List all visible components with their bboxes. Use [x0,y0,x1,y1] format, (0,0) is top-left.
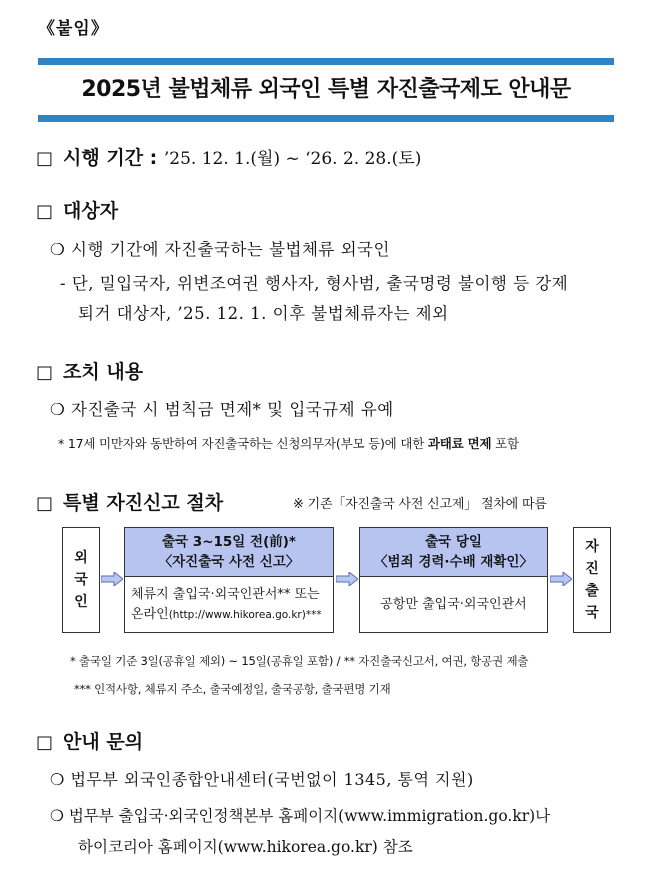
circle-bullet: ❍ [50,240,66,259]
measures-note [58,434,519,452]
step1-header-line2: 〈자진출국 사전 신고〉 [158,554,300,570]
inquiry-item-2-line1: 법무부 출입국·외국인정책본부 홈페이지(www.immigration.go.kr)나 [68,807,551,825]
step1-header [124,527,334,577]
page-title: 2025년 불법체류 외국인 특별 자진출국제도 안내문 [81,77,571,102]
square-bullet: □ [36,201,54,222]
measures-note-prefix: * 17세 미만자와 동반하여 자진출국하는 신청의무자(부모 등)에 대한 [58,436,428,451]
period-section [36,143,421,170]
target-item-text: 시행 기간에 자진출국하는 불법체류 외국인 [71,240,390,259]
self-departure-char: 진 [585,561,599,577]
step2-header-line1: 출국 당일 [425,534,482,550]
measures-heading-text: 조치 내용 [63,361,144,383]
foreigner-box [62,527,100,633]
step1-body-line2: 온라인 [131,606,169,622]
square-bullet: □ [36,148,54,169]
period-value: ’25. 12. 1.(월) ~ ‘26. 2. 28.(토) [163,149,422,169]
foreigner-char: 외 [74,550,88,566]
procedure-heading-text: 특별 자진신고 절차 [63,492,224,514]
circle-bullet: ❍ [50,807,64,825]
inquiry-item-1-text: 법무부 외국인종합안내센터(국번없이 1345, 통역 지원) [70,770,474,789]
self-departure-char: 국 [585,605,599,621]
step1-body-url: (http://www.hikorea.go.kr)*** [168,608,322,621]
title-bar-bottom [38,115,614,122]
target-heading-text: 대상자 [63,200,119,222]
title-bar-top [38,58,614,65]
step2-header-line2: 〈범죄 경력·수배 재확인〉 [374,554,533,570]
period-label: 시행 기간 : [63,147,158,169]
flow-arrow-icon [336,572,358,586]
step1-body-line1: 체류지 출입국·외국인관서** 또는 [131,586,320,602]
self-departure-box [573,527,611,633]
circle-bullet: ❍ [50,400,66,419]
step2-body [359,576,548,633]
square-bullet: □ [36,362,54,383]
step2-header [359,527,548,577]
flow-arrow-icon [101,572,123,586]
measures-item [50,396,394,420]
square-bullet: □ [36,493,54,514]
inquiry-heading-text: 안내 문의 [63,731,144,753]
circle-bullet: ❍ [50,770,65,789]
inquiry-heading [36,727,143,754]
foreigner-char: 국 [74,572,88,588]
foreigner-char: 인 [74,594,88,610]
procedure-footnote-2: *** 인적사항, 체류지 주소, 출국예정일, 출국공항, 출국편명 기재 [74,682,391,696]
inquiry-item-2 [50,804,550,826]
target-heading [36,196,118,223]
attachment-label: 《붙임》 [38,19,109,39]
target-sub-line1: - 단, 밀입국자, 위변조여권 행사자, 형사범, 출국명령 불이행 등 강제 [60,274,569,293]
procedure-heading [36,488,223,515]
measures-note-bold: 과태료 면제 [427,436,492,451]
target-sub-line2: 퇴거 대상자, ’25. 12. 1. 이후 불법체류자는 제외 [78,304,449,323]
inquiry-item-1 [50,767,474,790]
self-departure-char: 출 [585,583,599,599]
self-departure-char: 자 [585,539,599,555]
target-item [50,236,390,260]
measures-heading [36,357,143,384]
step1-body [124,576,334,633]
flow-arrow-icon [550,572,572,586]
measures-note-suffix: 포함 [491,436,519,451]
measures-item-text: 자진출국 시 범칙금 면제* 및 입국규제 유예 [71,400,394,419]
title-banner [38,58,614,122]
step2-body-text: 공항만 출입국·외국인관서 [380,596,527,612]
square-bullet: □ [36,732,54,753]
step1-header-line1: 출국 3~15일 전(前)* [162,534,296,550]
procedure-reference: ※ 기존「자진출국 사전 신고제」 절차에 따름 [293,497,547,512]
procedure-footnote-1: * 출국일 기준 3일(공휴일 제외) ~ 15일(공휴일 포함) / ** 자진출국신고서, 여권, 항공권 제출 [70,654,529,668]
inquiry-item-2-line2: 하이코리아 홈페이지(www.hikorea.go.kr) 참조 [78,838,413,856]
